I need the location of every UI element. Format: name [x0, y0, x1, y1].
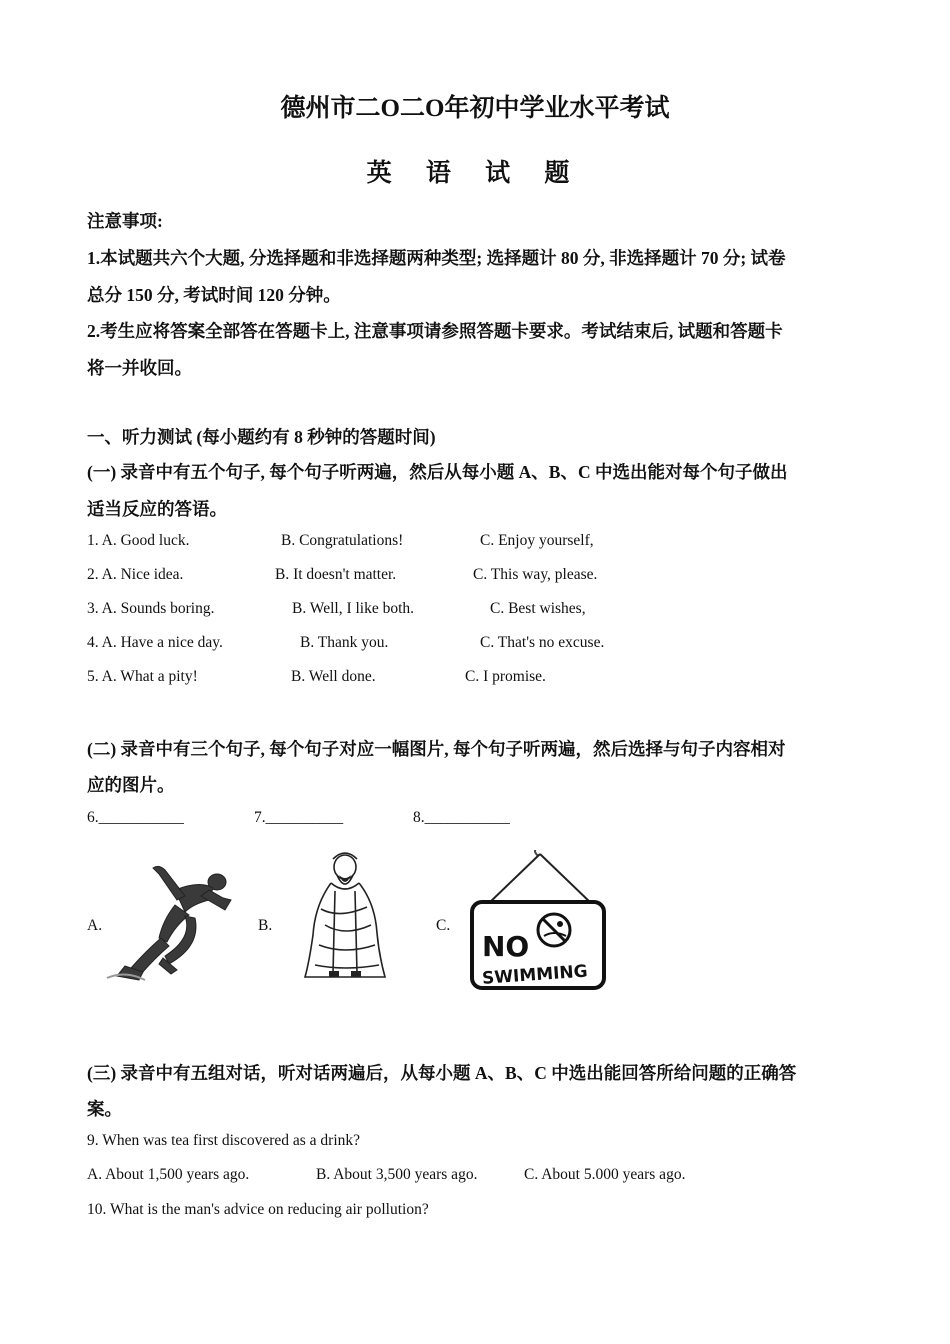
q4-option-c: C. That's no excuse. [480, 634, 605, 651]
q9-option-a: A. About 1,500 years ago. [87, 1166, 250, 1183]
part3-instruction-line-1: (三) 录音中有五组对话，听对话两遍后，从每小题 A、B、C 中选出能回答所给问题的正确答 [87, 1063, 797, 1083]
picture-a-label: A. [87, 917, 103, 934]
part2-instruction-line-1: (二) 录音中有三个句子, 每个句子对应一幅图片, 每个句子听两遍，然后选择与句子内容相对 [87, 739, 786, 759]
notice-item-1-line-1: 1.本试题共六个大题, 分选择题和非选择题两种类型; 选择题计 80 分, 非选择题计 70 分; 试卷 [87, 248, 786, 268]
q3-option-a: 3. A. Sounds boring. [87, 600, 215, 617]
blank-7: 7.__________ [254, 809, 344, 826]
part2-instruction-line-2: 应的图片。 [87, 775, 175, 795]
q3-option-c: C. Best wishes, [490, 600, 586, 617]
picture-c-label: C. [436, 917, 451, 934]
blank-8: 8.___________ [413, 809, 510, 826]
q3-option-b: B. Well, I like both. [292, 600, 415, 617]
part3-instruction-line-2: 案。 [87, 1099, 122, 1119]
sign-no-text: NO [482, 930, 530, 963]
q1-option-c: C. Enjoy yourself, [480, 532, 594, 549]
notice-item-2-line-1: 2.考生应将答案全部答在答题卡上, 注意事项请参照答题卡要求。考试结束后, 试题和答题卡 [87, 321, 783, 341]
q5-option-b: B. Well done. [291, 668, 376, 685]
q4-option-a: 4. A. Have a nice day. [87, 634, 223, 651]
q4-option-b: B. Thank you. [300, 634, 389, 651]
runner-icon [105, 860, 240, 985]
blank-6: 6.___________ [87, 809, 184, 826]
exam-title: 德州市二O二O年初中学业水平考试 [280, 95, 670, 122]
q9-option-c: C. About 5.000 years ago. [524, 1166, 686, 1183]
notice-item-2-line-2: 将一并收回。 [87, 358, 192, 378]
no-swimming-sign-icon [468, 850, 608, 995]
q1-option-b: B. Congratulations! [281, 532, 404, 549]
sign-swimming-text: SWIMMING [481, 961, 589, 989]
picture-b-label: B. [258, 917, 273, 934]
notice-item-1-line-2: 总分 150 分, 考试时间 120 分钟。 [87, 285, 341, 305]
section-heading-listening: 一、听力测试 (每小题约有 8 秒钟的答题时间) [87, 427, 436, 447]
q9-question: 9. When was tea first discovered as a drink? [87, 1132, 361, 1149]
part1-instruction-line-1: (一) 录音中有五个句子, 每个句子听两遍，然后从每小题 A、B、C 中选出能对每个句子做出 [87, 462, 788, 482]
q2-option-b: B. It doesn't matter. [275, 566, 397, 583]
q10-question: 10. What is the man's advice on reducing air pollution? [87, 1201, 429, 1218]
q5-option-a: 5. A. What a pity! [87, 668, 198, 685]
q1-option-a: 1. A. Good luck. [87, 532, 190, 549]
q9-option-b: B. About 3,500 years ago. [316, 1166, 478, 1183]
q2-option-c: C. This way, please. [473, 566, 598, 583]
q5-option-c: C. I promise. [465, 668, 546, 685]
confucius-icon [295, 845, 395, 985]
notice-heading: 注意事项: [87, 211, 163, 231]
exam-subtitle: 英 语 试 题 [366, 160, 584, 187]
q2-option-a: 2. A. Nice idea. [87, 566, 184, 583]
part1-instruction-line-2: 适当反应的答语。 [87, 499, 227, 519]
